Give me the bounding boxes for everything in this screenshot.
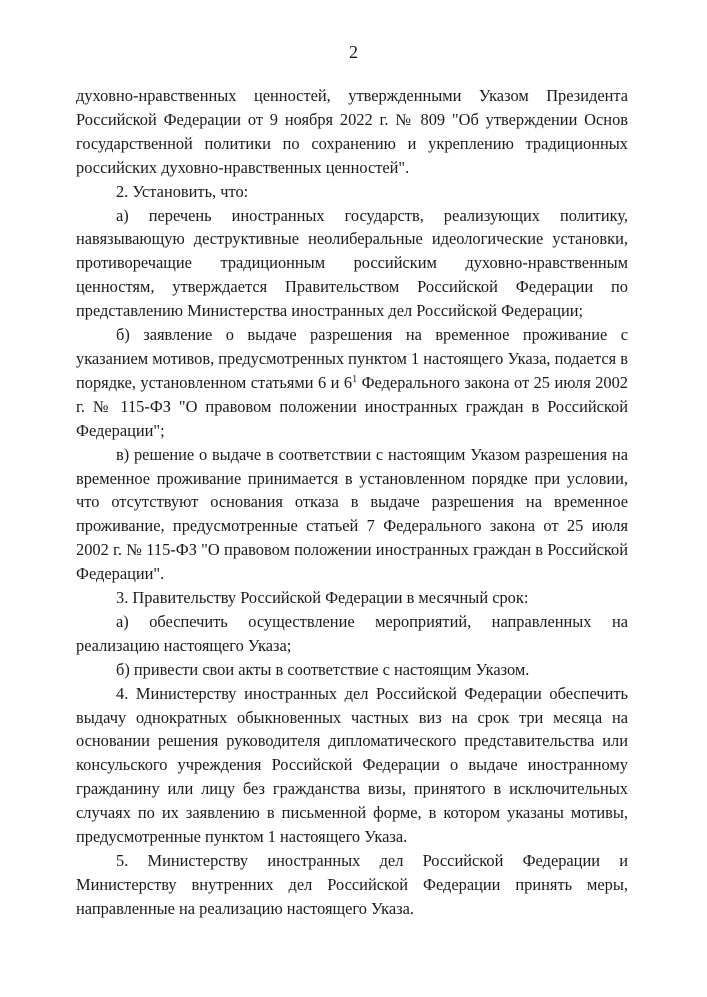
paragraph-2b-text-before: б) заявление о выдаче разрешения на временное проживание с указанием мотивов, предусмотренных пунктом 1 настоящего Указа, подается в порядке, установленном статьями 6 и 6: [76, 325, 628, 392]
superscript-mark: 1: [352, 373, 358, 385]
paragraph-2v: в) решение о выдаче в соответствии с настоящим Указом разрешения на временное проживание принимается в установленном порядке при условии, что отсутствуют основания отказа в выдаче разрешения на временное проживание, предусмотренные статьей 7 Федерального закона от 25 июля 2002 г. № 115-ФЗ "О правовом положении иностранных граждан в Российской Федерации".: [76, 444, 628, 584]
document-body: [76, 84, 628, 921]
paragraph-4: 4. Министерству иностранных дел Российской Федерации обеспечить выдачу однократных обыкновенных частных виз на срок три месяца на основании решения руководителя дипломатического представительства или консульского учреждения Российской Федерации о выдаче иностранному гражданину или лицу без гражданства визы, принятого в исключительных случаях по их заявлению в письменной форме, в котором указаны мотивы, предусмотренные пунктом 1 настоящего Указа.: [76, 683, 628, 847]
paragraph-2a: а) перечень иностранных государств, реализующих политику, навязывающую деструктивные неолиберальные идеологические установки, противоречащие традиционным российским духовно-нравственным ценностям, утверждается Правительством Российской Федерации по представлению Министерства иностранных дел Российской Федерации;: [76, 205, 628, 321]
page-number: 2: [349, 42, 358, 62]
paragraph-5: 5. Министерству иностранных дел Российской Федерации и Министерству внутренних дел Российской Федерации принять меры, направленные на реализацию настоящего Указа.: [76, 851, 628, 918]
paragraph-3: 3. Правительству Российской Федерации в месячный срок:: [116, 588, 529, 608]
paragraph-2b: [76, 323, 628, 443]
paragraph-3b: б) привести свои акты в соответствие с настоящим Указом.: [116, 659, 530, 679]
paragraph-3a: а) обеспечить осуществление мероприятий, направленных на реализацию настоящего Указа;: [76, 611, 628, 655]
paragraph-2: 2. Установить, что:: [116, 181, 249, 201]
paragraph-continuation: духовно-нравственных ценностей, утвержденными Указом Президента Российской Федерации от 9 ноября 2022 г. № 809 "Об утверждении Основ государственной политики по сохранению и укреплению традиционных российских духовно-нравственных ценностей".: [76, 86, 628, 177]
paragraph-2b-text-after: Федерального закона от 25 июля 2002 г. № 115-ФЗ "О правовом положении иностранных граждан в Российской Федерации";: [76, 372, 629, 440]
